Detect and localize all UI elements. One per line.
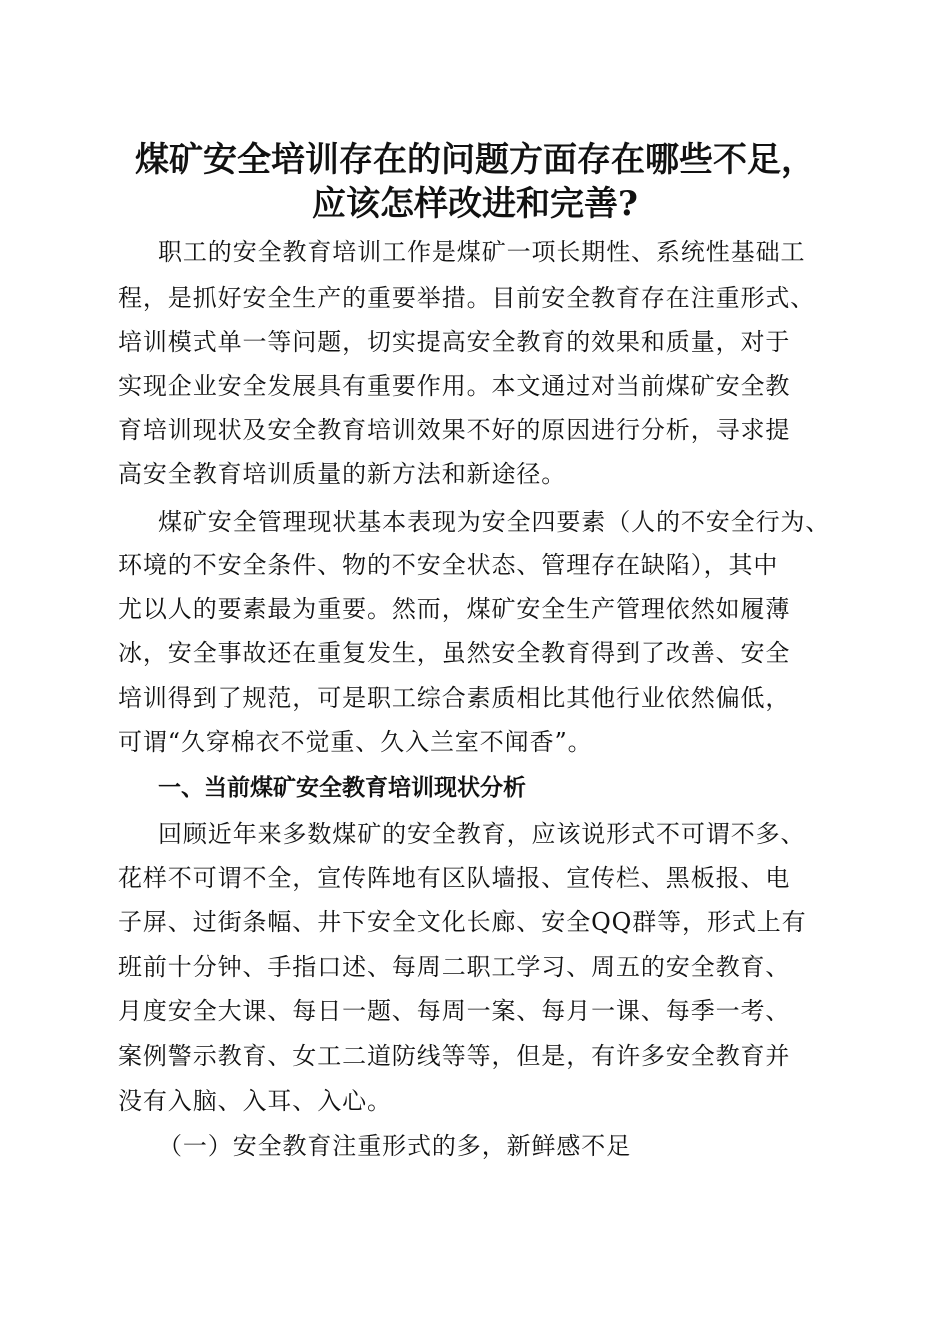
paragraph-3-line: 子屏、过街条幅、井下安全文化长廊、安全QQ群等，形式上有 — [118, 908, 807, 936]
paragraph-3-line: 花样不可谓不全，宣传阵地有区队墙报、宣传栏、黑板报、电 — [118, 864, 791, 892]
paragraph-2-line: 尤以人的要素最为重要。然而，煤矿安全生产管理依然如履薄 — [118, 595, 791, 623]
paragraph-3-line: 没有入脑、入耳、入心。 — [118, 1087, 392, 1115]
document-title-line-1: 煤矿安全培训存在的问题方面存在哪些不足， — [135, 140, 815, 180]
subsection-heading: （一）安全教育注重形式的多，新鲜感不足 — [158, 1132, 632, 1160]
paragraph-1-line: 高安全教育培训质量的新方法和新途径。 — [118, 460, 567, 488]
paragraph-2-line: 冰，安全事故还在重复发生，虽然安全教育得到了改善、安全 — [118, 639, 791, 667]
paragraph-2-line: 环境的不安全条件、物的不安全状态、管理存在缺陷），其中 — [118, 551, 779, 579]
paragraph-3-line: 班前十分钟、手指口述、每周二职工学习、周五的安全教育、 — [118, 953, 791, 981]
paragraph-1-line: 程，是抓好安全生产的重要举措。目前安全教育存在注重形式、 — [118, 284, 816, 312]
paragraph-1-line: 培训模式单一等问题，切实提高安全教育的效果和质量，对于 — [118, 328, 791, 356]
paragraph-1-line: 育培训现状及安全教育培训效果不好的原因进行分析，寻求提 — [118, 416, 791, 444]
paragraph-1-line: 实现企业安全发展具有重要作用。本文通过对当前煤矿安全教 — [118, 372, 791, 400]
paragraph-2-line: 煤矿安全管理现状基本表现为安全四要素（人的不安全行为、 — [158, 508, 831, 536]
paragraph-1-line: 职工的安全教育培训工作是煤矿一项长期性、系统性基础工 — [158, 238, 806, 266]
paragraph-3-line: 月度安全大课、每日一题、每周一案、每月一课、每季一考、 — [118, 997, 791, 1025]
paragraph-3-line: 案例警示教育、女工二道防线等等，但是，有许多安全教育并 — [118, 1042, 791, 1070]
paragraph-3-line: 回顾近年来多数煤矿的安全教育，应该说形式不可谓不多、 — [158, 820, 806, 848]
paragraph-2-line: 可谓“久穿棉衣不觉重、久入兰室不闻香”。 — [118, 728, 593, 756]
section-heading: 一、当前煤矿安全教育培训现状分析 — [158, 775, 526, 801]
document-title-line-2: 应该怎样改进和完善? — [312, 184, 638, 224]
paragraph-2-line: 培训得到了规范，可是职工综合素质相比其他行业依然偏低， — [118, 684, 791, 712]
